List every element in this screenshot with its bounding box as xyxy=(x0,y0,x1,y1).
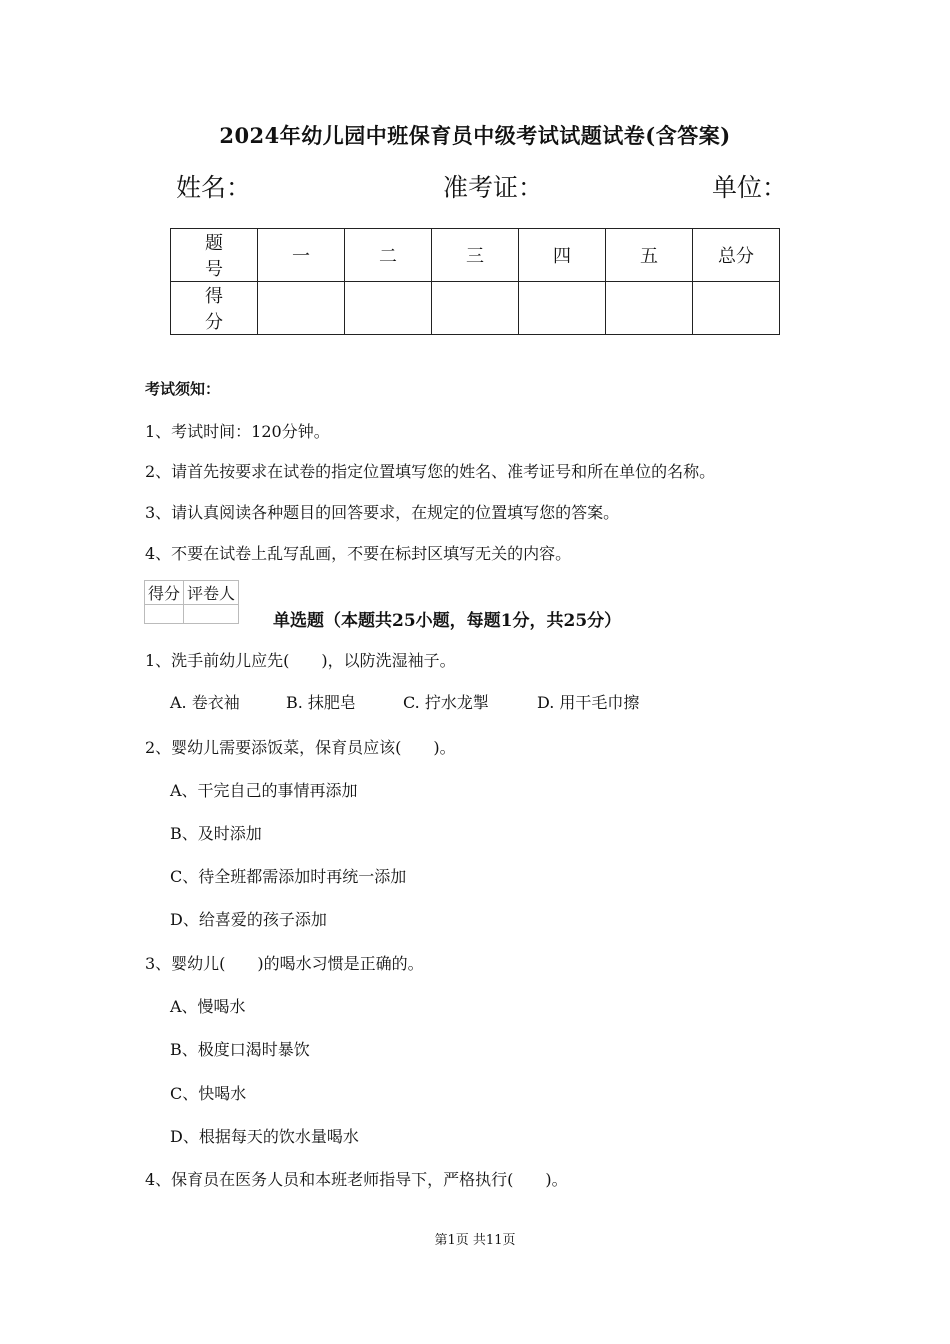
score-table xyxy=(170,228,780,335)
column-header: 五 xyxy=(606,229,693,282)
column-header: 三 xyxy=(432,229,519,282)
question-number-label: 题号 xyxy=(171,229,258,282)
grader-reviewer-cell xyxy=(184,605,239,624)
column-header: 二 xyxy=(345,229,432,282)
question-text: 1、洗手前幼儿应先( )，以防洗湿袖子。 xyxy=(145,651,456,670)
notice-heading: 考试须知： xyxy=(145,380,221,398)
unit-label: 单位： xyxy=(712,173,788,202)
grader-score-label: 得分 xyxy=(145,581,184,605)
option: D、给喜爱的孩子添加 xyxy=(170,910,327,929)
score-cell xyxy=(519,282,606,335)
option: A、干完自己的事情再添加 xyxy=(170,781,358,800)
column-header: 总分 xyxy=(693,229,780,282)
score-table-header-row xyxy=(171,229,780,282)
page-footer: 第1页 共11页 xyxy=(434,1233,516,1248)
name-label: 姓名： xyxy=(176,173,252,202)
question-text: 3、婴幼儿( )的喝水习惯是正确的。 xyxy=(145,954,424,973)
question-text: 2、婴幼儿需要添饭菜，保育员应该( )。 xyxy=(145,738,456,757)
notice-item: 3、请认真阅读各种题目的回答要求，在规定的位置填写您的答案。 xyxy=(145,503,620,522)
grader-score-cell xyxy=(145,605,184,624)
option: C、待全班都需添加时再统一添加 xyxy=(170,867,407,886)
score-cell xyxy=(258,282,345,335)
option: B、极度口渴时暴饮 xyxy=(170,1040,310,1059)
column-header: 四 xyxy=(519,229,606,282)
option: A. 卷衣袖 xyxy=(170,693,240,712)
column-header: 一 xyxy=(258,229,345,282)
document-title: 2024年幼儿园中班保育员中级考试试题试卷(含答案) xyxy=(219,123,731,148)
option: B. 抹肥皂 xyxy=(286,693,356,712)
grader-box xyxy=(144,580,239,624)
question-options-row xyxy=(170,690,639,713)
question-text: 4、保育员在医务人员和本班老师指导下，严格执行( )。 xyxy=(145,1170,568,1189)
notice-item: 2、请首先按要求在试卷的指定位置填写您的姓名、准考证号和所在单位的名称。 xyxy=(145,462,716,481)
exam-id-label: 准考证： xyxy=(443,173,544,202)
score-cell xyxy=(693,282,780,335)
score-cell xyxy=(345,282,432,335)
option: B、及时添加 xyxy=(170,824,262,843)
option: A、慢喝水 xyxy=(170,997,246,1016)
score-cell xyxy=(606,282,693,335)
section-heading: 单选题（本题共25小题，每题1分，共25分） xyxy=(273,611,622,631)
option: C、快喝水 xyxy=(170,1084,247,1103)
option: D、根据每天的饮水量喝水 xyxy=(170,1127,359,1146)
grader-reviewer-label: 评卷人 xyxy=(184,581,239,605)
notice-item: 1、考试时间：120分钟。 xyxy=(145,422,330,441)
option: D. 用干毛巾擦 xyxy=(537,693,640,712)
option: C. 拧水龙掣 xyxy=(403,693,489,712)
score-label: 得分 xyxy=(171,282,258,335)
notice-item: 4、不要在试卷上乱写乱画，不要在标封区填写无关的内容。 xyxy=(145,544,572,563)
score-table-score-row xyxy=(171,282,780,335)
score-cell xyxy=(432,282,519,335)
